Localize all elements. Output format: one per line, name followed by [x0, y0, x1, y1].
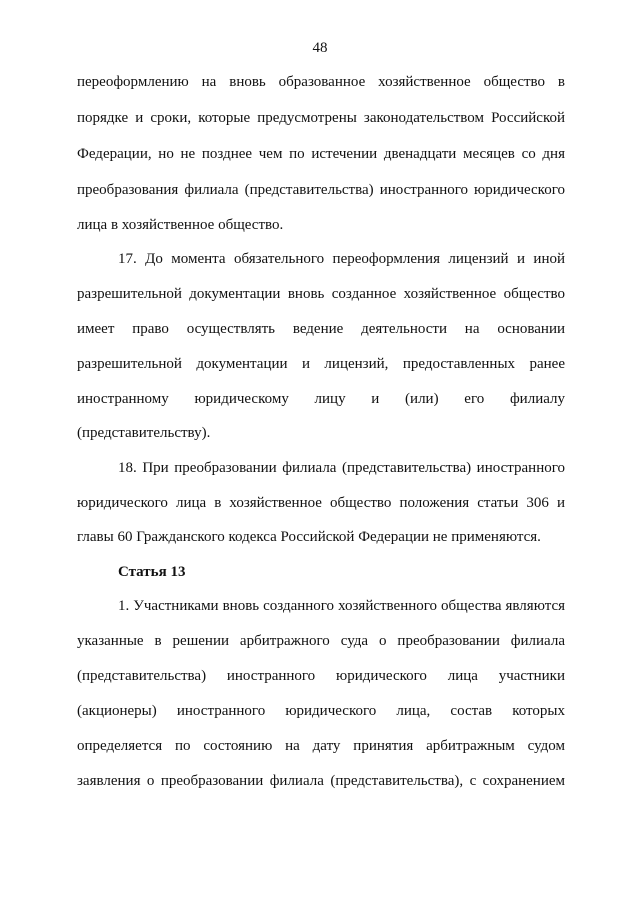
- text-line: 17. До момента обязательного переоформления лицензий и иной: [118, 251, 565, 267]
- text-line: (представительства) иностранного юридического лица участники: [77, 668, 565, 684]
- text-line: главы 60 Гражданского кодекса Российской Федерации не применяются.: [77, 529, 541, 545]
- text-line: 18. При преобразовании филиала (представительства) иностранного: [118, 460, 565, 476]
- text-line: разрешительной документации и лицензий, предоставленных ранее: [77, 356, 565, 372]
- article-heading: Статья 13: [118, 564, 186, 580]
- text-line: 1. Участниками вновь созданного хозяйственного общества являются: [118, 598, 565, 614]
- text-line: иностранному юридическому лицу и (или) его филиалу: [77, 391, 565, 407]
- text-line: переоформлению на вновь образованное хозяйственное общество в: [77, 74, 565, 90]
- text-line: имеет право осуществлять ведение деятельности на основании: [77, 321, 565, 337]
- text-line: Федерации, но не позднее чем по истечении двенадцати месяцев со дня: [77, 146, 565, 162]
- text-line: заявления о преобразовании филиала (представительства), с сохранением: [77, 773, 565, 789]
- text-line: (акционеры) иностранного юридического лица, состав которых: [77, 703, 565, 719]
- text-line: преобразования филиала (представительства) иностранного юридического: [77, 182, 565, 198]
- text-line: юридического лица в хозяйственное общество положения статьи 306 и: [77, 495, 565, 511]
- text-line: лица в хозяйственное общество.: [77, 217, 284, 233]
- text-line: разрешительной документации вновь созданное хозяйственное общество: [77, 286, 565, 302]
- page-number: 48: [312, 40, 328, 56]
- text-line: указанные в решении арбитражного суда о преобразовании филиала: [77, 633, 565, 649]
- text-line: порядке и сроки, которые предусмотрены законодательством Российской: [77, 110, 565, 126]
- text-line: (представительству).: [77, 425, 211, 441]
- text-line: определяется по состоянию на дату принятия арбитражным судом: [77, 738, 565, 754]
